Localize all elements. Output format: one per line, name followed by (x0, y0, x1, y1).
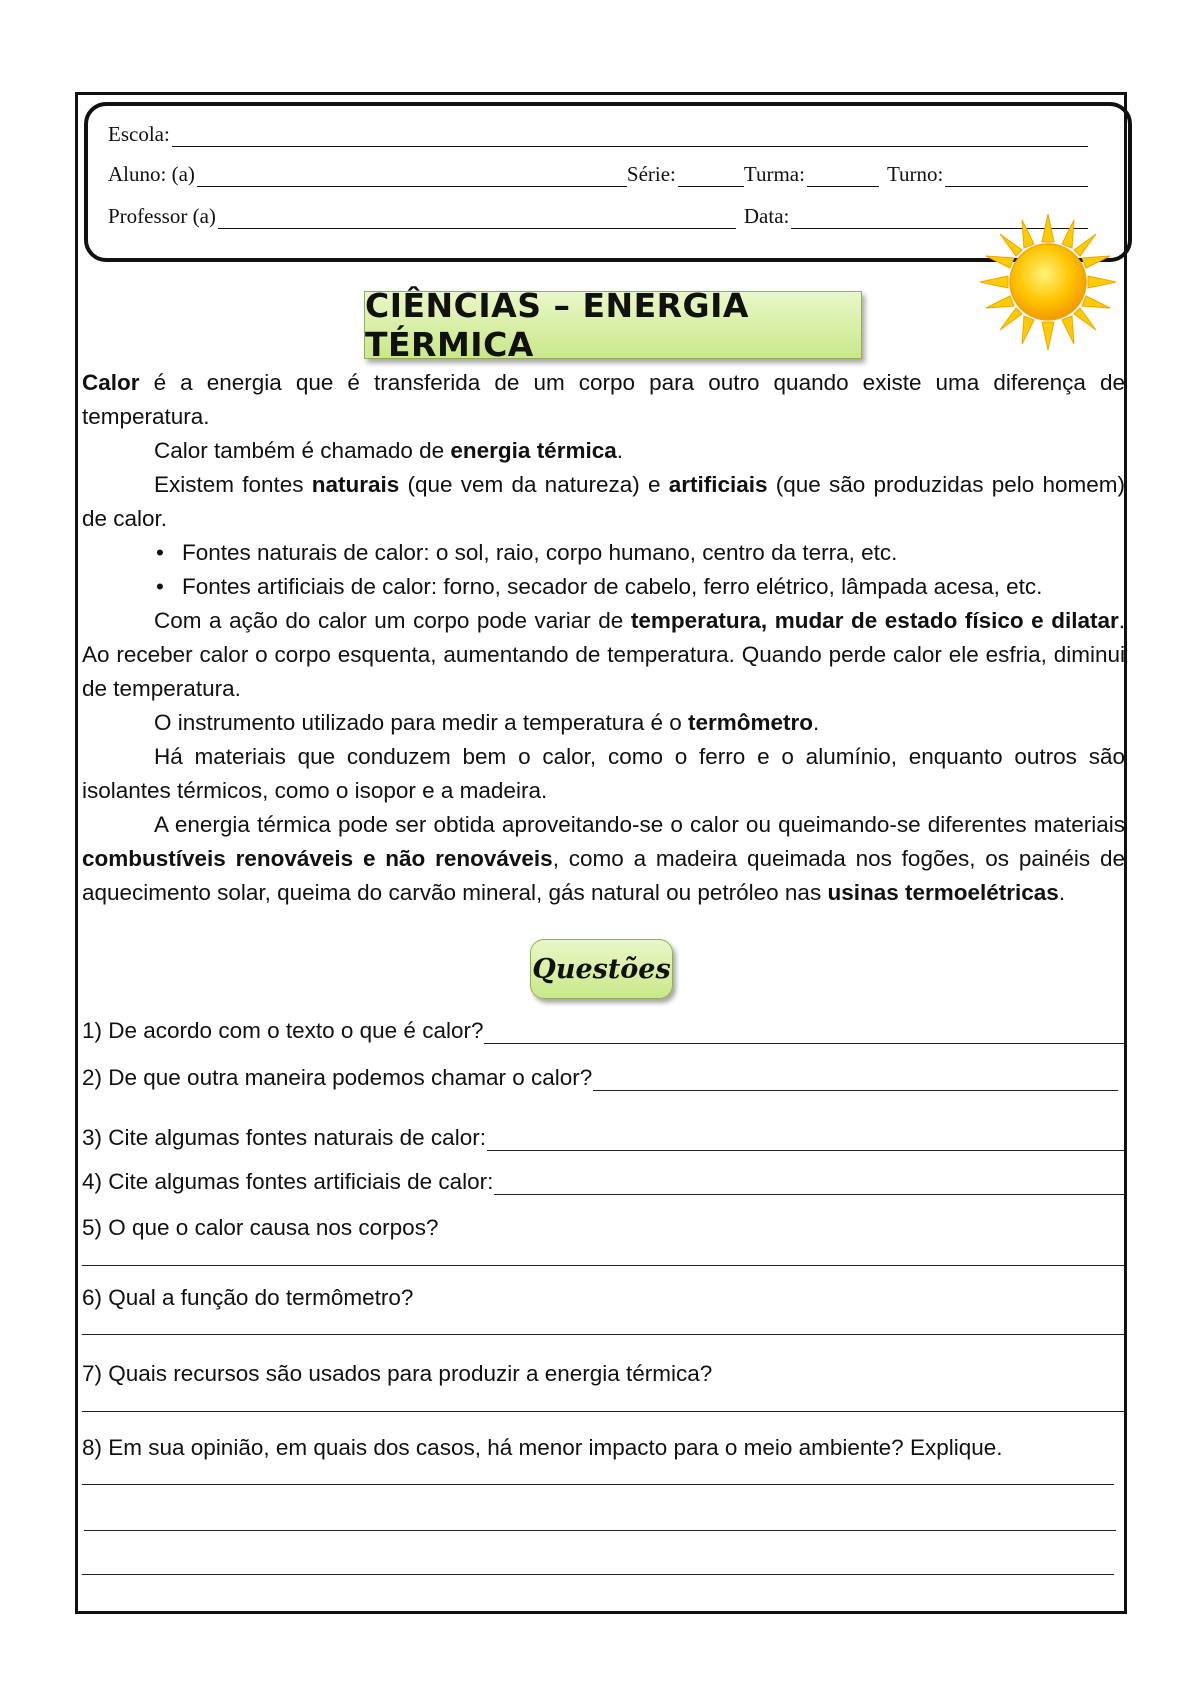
turno-label: Turno: (886, 162, 944, 186)
paragraph-2 (82, 434, 1125, 468)
question-text: 2) De que outra maneira podemos chamar o calor? (82, 1065, 593, 1090)
question-text: 4) Cite algumas fontes artificiais de calor: (82, 1169, 494, 1194)
question-3 (82, 1125, 1124, 1151)
question-5 (82, 1215, 438, 1241)
question-6 (82, 1285, 413, 1311)
p5-bold: termômetro (688, 710, 814, 735)
heat-sources-list (82, 536, 1125, 604)
page-title: CIÊNCIAS – ENERGIA TÉRMICA (365, 286, 749, 364)
escola-field[interactable] (172, 126, 1088, 147)
title-banner (364, 286, 862, 364)
answer-field[interactable] (484, 1021, 1124, 1044)
p7-end: . (1058, 880, 1066, 905)
p2-bold: energia térmica (450, 438, 617, 463)
p7-bold-1: combustíveis renováveis e não renováveis (82, 846, 553, 871)
answer-field[interactable] (494, 1172, 1124, 1195)
p7-text-b: , como a madeira queimada nos fogões, os painéis de aquecimento solar, queima do carvão mineral, gás natural ou petróleo nas (82, 846, 1125, 905)
p3-text-a: Existem fontes (154, 472, 312, 497)
p4-text-a: Com a ação do calor um corpo pode variar de (154, 608, 631, 633)
aluno-label: Aluno: (a) (108, 162, 195, 186)
p3-text-b: (que vem da natureza) e (399, 472, 669, 497)
aluno-row (108, 162, 1088, 187)
p4-bold: temperatura, mudar de estado físico e dilatar (630, 608, 1119, 633)
list-item: • Fontes naturais de calor: o sol, raio, corpo humano, centro da terra, etc. (82, 536, 1125, 570)
calor-term: Calor (82, 370, 140, 395)
question-1 (82, 1018, 1124, 1044)
data-label: Data: (743, 204, 790, 228)
turma-label: Turma: (743, 162, 805, 186)
question-text: 5) O que o calor causa nos corpos? (82, 1215, 439, 1240)
answer-field[interactable] (593, 1068, 1118, 1091)
content-text (82, 366, 1125, 910)
question-text: 7) Quais recursos são usados para produzir a energia térmica? (82, 1361, 713, 1386)
p4-text-b: . Ao receber calor o corpo esquenta, aumentando de temperatura. Quando perde calor ele esfria, diminui de temperatura. (82, 608, 1125, 701)
professor-row (108, 204, 1088, 229)
p5-text-a: O instrumento utilizado para medir a temperatura é o (154, 710, 689, 735)
question-text: 3) Cite algumas fontes naturais de calor: (82, 1125, 486, 1150)
turma-field[interactable] (807, 166, 879, 187)
serie-field[interactable] (678, 166, 744, 187)
turno-field[interactable] (945, 166, 1088, 187)
question-4 (82, 1169, 1124, 1195)
aluno-field[interactable] (197, 166, 627, 187)
paragraph-5 (82, 706, 1125, 740)
question-2 (82, 1065, 1118, 1091)
question-7 (82, 1361, 712, 1387)
list-item: • Fontes artificiais de calor: forno, secador de cabelo, ferro elétrico, lâmpada acesa, etc. (82, 570, 1125, 604)
professor-label: Professor (a) (108, 204, 216, 228)
answer-line[interactable] (82, 1574, 1114, 1575)
escola-label: Escola: (108, 122, 170, 146)
answer-line[interactable] (82, 1484, 1114, 1485)
escola-row (108, 122, 1088, 147)
answer-line[interactable] (84, 1530, 1116, 1531)
questoes-badge (530, 939, 673, 999)
p3-bold-2: artificiais (668, 472, 768, 497)
serie-label: Série: (626, 162, 676, 186)
answer-field[interactable] (487, 1128, 1124, 1151)
p2-end: . (616, 438, 624, 463)
p1-text: é a energia que é transferida de um corpo para outro quando existe uma diferença de temperatura. (82, 370, 1125, 429)
professor-field[interactable] (218, 208, 736, 229)
p7-bold-2: usinas termoelétricas (827, 880, 1059, 905)
p2-text-a: Calor também é chamado de (154, 438, 451, 463)
question-text: 6) Qual a função do termômetro? (82, 1285, 414, 1310)
question-text: 1) De acordo com o texto o que é calor? (82, 1018, 484, 1043)
p5-end: . (813, 710, 820, 735)
p3-text-c: (que são produzidas pelo homem) de calor. (82, 472, 1126, 531)
paragraph-3 (82, 468, 1125, 536)
p3-bold-1: naturais (311, 472, 400, 497)
student-info-box (84, 102, 1132, 262)
question-text: 8) Em sua opinião, em quais dos casos, há menor impacto para o meio ambiente? Explique. (82, 1435, 1003, 1460)
paragraph-6: Há materiais que conduzem bem o calor, como o ferro e o alumínio, enquanto outros são isolantes térmicos, como o isopor e a madeira. (82, 744, 1125, 803)
paragraph-7 (82, 808, 1125, 910)
question-8 (82, 1435, 1003, 1461)
sun-icon (978, 212, 1118, 352)
answer-line[interactable] (82, 1411, 1124, 1412)
answer-line[interactable] (82, 1334, 1124, 1335)
p7-text-a: A energia térmica pode ser obtida aproveitando-se o calor ou queimando-se diferentes materiais (154, 812, 1125, 837)
questoes-label: Questões (532, 953, 671, 985)
paragraph-1 (82, 366, 1125, 434)
paragraph-4 (82, 604, 1125, 706)
answer-line[interactable] (82, 1265, 1124, 1266)
